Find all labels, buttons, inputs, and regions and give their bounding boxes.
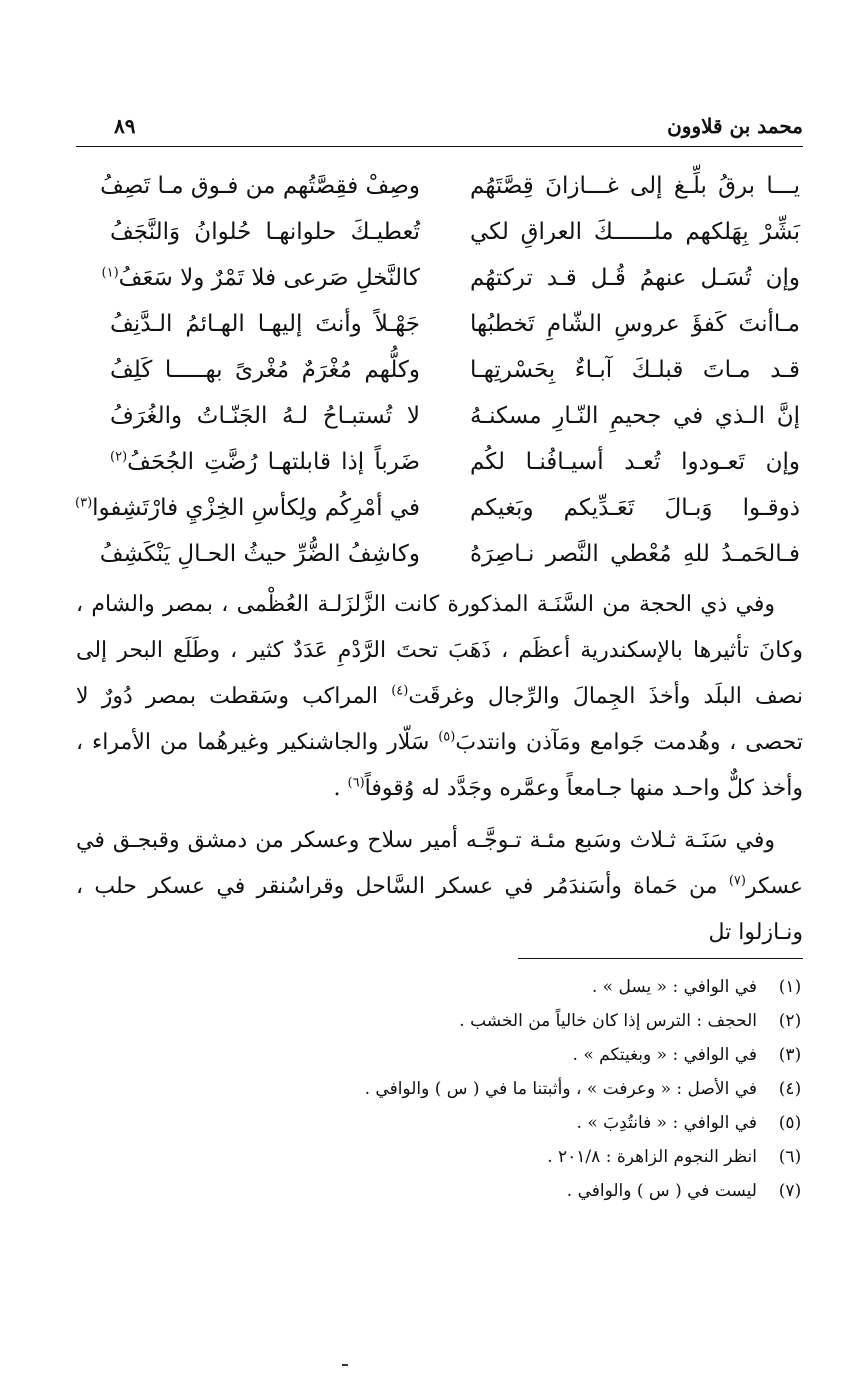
- verse: [110, 396, 800, 442]
- footnote-number: (٣): [778, 1045, 802, 1065]
- footnote-marker: (٧): [728, 873, 746, 889]
- page-number: ٨٩: [114, 114, 136, 138]
- verse: [100, 166, 800, 212]
- verse-second-hemistich: في أمْرِكُم ولِكأسِ الخِزْيِ فارْتَشِفوا$^{(٣)}$: [75, 495, 420, 521]
- footnote: [163, 1074, 803, 1108]
- footnote-number: (٤): [778, 1079, 802, 1099]
- footnote: [163, 972, 803, 1006]
- running-header: [76, 112, 803, 147]
- poem: [75, 166, 800, 580]
- verse-second-hemistich: لا تُستبـاحُ لـهُ الجَنّـاتُ والغُرَفُ: [110, 403, 420, 429]
- verse-first-hemistich: ذوقـوا وَبـالَ تَعَـدِّيكم وبَغيكم: [470, 495, 800, 521]
- footnote-marker: (٦): [347, 775, 365, 791]
- verse: [110, 212, 800, 258]
- verse: [110, 350, 800, 396]
- footnote: [163, 1040, 803, 1074]
- verse-second-hemistich: ضَرباً إذا قابلتهـا رُضَّتِ الجُحَفُ$^{(٢)}$: [110, 449, 420, 475]
- footnote-text: في الوافي : « فانتُدِبَ » .: [576, 1113, 757, 1133]
- footnote: [163, 1006, 803, 1040]
- footnote-text: في الوافي : « وبغيتكم » .: [572, 1045, 757, 1065]
- verse-first-hemistich: بَشِّرْ بِهَلكهم ملــــــكَ العراقِ لكي: [470, 219, 800, 245]
- footnote-text: في الوافي : « يسل » .: [591, 977, 757, 997]
- footnote-text: في الأصل : « وعرفت » ، وأثبتنا ما في ( س ) والوافي .: [364, 1079, 757, 1099]
- footnote-text: انظر النجوم الزاهرة : ٢٠١/٨ .: [547, 1147, 757, 1167]
- verse-second-hemistich: وكاشِفُ الضُّرِّ حيثُ الحـالِ يَنْكَشِفُ: [99, 541, 420, 567]
- footnote-text: ليست في ( س ) والوافي .: [566, 1181, 757, 1201]
- footnote-number: (١): [778, 977, 802, 997]
- footnote-marker: (٥): [438, 729, 456, 745]
- verse-first-hemistich: وإن تَعـودوا تُعـد أسيـافُنـا لكُم: [470, 449, 800, 475]
- verse-second-hemistich: جَهْـلاً وأنتَ إليهـا الهـائمُ الـدَّنِفُ: [110, 311, 420, 337]
- verse: [110, 304, 800, 350]
- header-title: محمد بن قلاوون: [667, 114, 803, 138]
- footnote: [163, 1142, 803, 1176]
- verse: [110, 442, 800, 488]
- verse: [75, 488, 800, 534]
- verse-first-hemistich: مـاأنتَ كَفؤَ عروسِ الشّامِ تَخطبُها: [470, 311, 800, 337]
- print-mark: [342, 1364, 348, 1366]
- footnote-marker: (١): [101, 265, 119, 281]
- footnote-marker: (٢): [110, 449, 128, 465]
- footnote: [163, 1108, 803, 1142]
- paragraph-text: وفي ذي الحجة من السَّنَـة المذكورة كانت الزَّلزَلـة العُظْمى ، بمصر والشام ، وكانَ تأثيرها بالإسكندرية أعظَم ، ذَهَبَ تحتَ الرَّدْمِ عَدَدٌ كثير ، وطَلَع البحر إلى نصف البلَد وأخذَ الجِمالَ والرِّجال وغرقَت$^{(٤)}$ المراكب وسَقطت بمصر دُورٌ لا تحصى ، وهُدمت جَوامع ومَآذن وانتدبَ$^{(٥)}$ سَلّار والجاشنكير وغيرهُما من الأمراء ، وأخذ كلٌّ واحـد منها جـامعاً وعمَّره وجَدَّد له وُقوفاً$^{(٦)}$ .: [76, 592, 803, 801]
- verse-second-hemistich: تُعطيـكَ حلوانهـا حُلوانُ وَالنَّجَفُ: [110, 219, 420, 245]
- paragraph-earthquake: [76, 582, 803, 812]
- verse-first-hemistich: إنَّ الـذي في جحيمِ النّـارِ مسكنـهُ: [470, 403, 800, 429]
- paragraph-year-703: [76, 818, 803, 956]
- footnote-marker: (٤): [391, 683, 409, 699]
- verse-second-hemistich: وصِفْ فقِصَّتُهم من فـوق مـا تَصِفُ: [100, 173, 420, 199]
- verse-first-hemistich: يـــا برقُ بلِّـغ إلى غـــازانَ قِصَّتَهُم: [470, 173, 800, 199]
- verse-second-hemistich: وكلُّهم مُغْرَمٌ مُغْرىً بهـــــا كَلِفُ: [110, 357, 420, 383]
- footnote-marker: (٣): [75, 495, 93, 511]
- verse: [99, 534, 800, 580]
- verse-first-hemistich: وإن تُسَـل عنهمُ قُـل قـد تركتهُم: [470, 265, 800, 291]
- footnote-number: (٧): [778, 1181, 802, 1201]
- footnote-number: (٥): [778, 1113, 802, 1133]
- verse: [101, 258, 800, 304]
- footnote: [163, 1176, 803, 1210]
- verse-first-hemistich: فـالحَمـدُ للهِ مُعْطي النَّصر نـاصِرَهُ: [470, 541, 800, 567]
- footnote-number: (٦): [778, 1147, 802, 1167]
- verse-first-hemistich: قـد مـاتَ قبلـكَ آبـاءٌ بِحَسْرتِهـا: [470, 357, 800, 383]
- paragraph-text: وفي سَنَـة ثـلاث وسَبع مئـة تـوجَّـه أمير سلاح وعسكر من دمشق وقبجـق في عسكر$^{(٧)}$ من حَماة وأسَندَمُر في عسكر السَّاحل وقراسُنقر في عسكر حلب ، ونـازلوا تل: [76, 828, 803, 945]
- footnotes: [163, 972, 803, 1210]
- verse-second-hemistich: كالنَّخلِ صَرعى فلا تَمْرٌ ولا سَعَفُ$^{(١)}$: [101, 265, 420, 291]
- footnote-divider: [518, 958, 803, 959]
- footnote-number: (٢): [778, 1011, 802, 1031]
- footnote-text: الحجف : الترس إذا كان خالياً من الخشب .: [459, 1011, 757, 1031]
